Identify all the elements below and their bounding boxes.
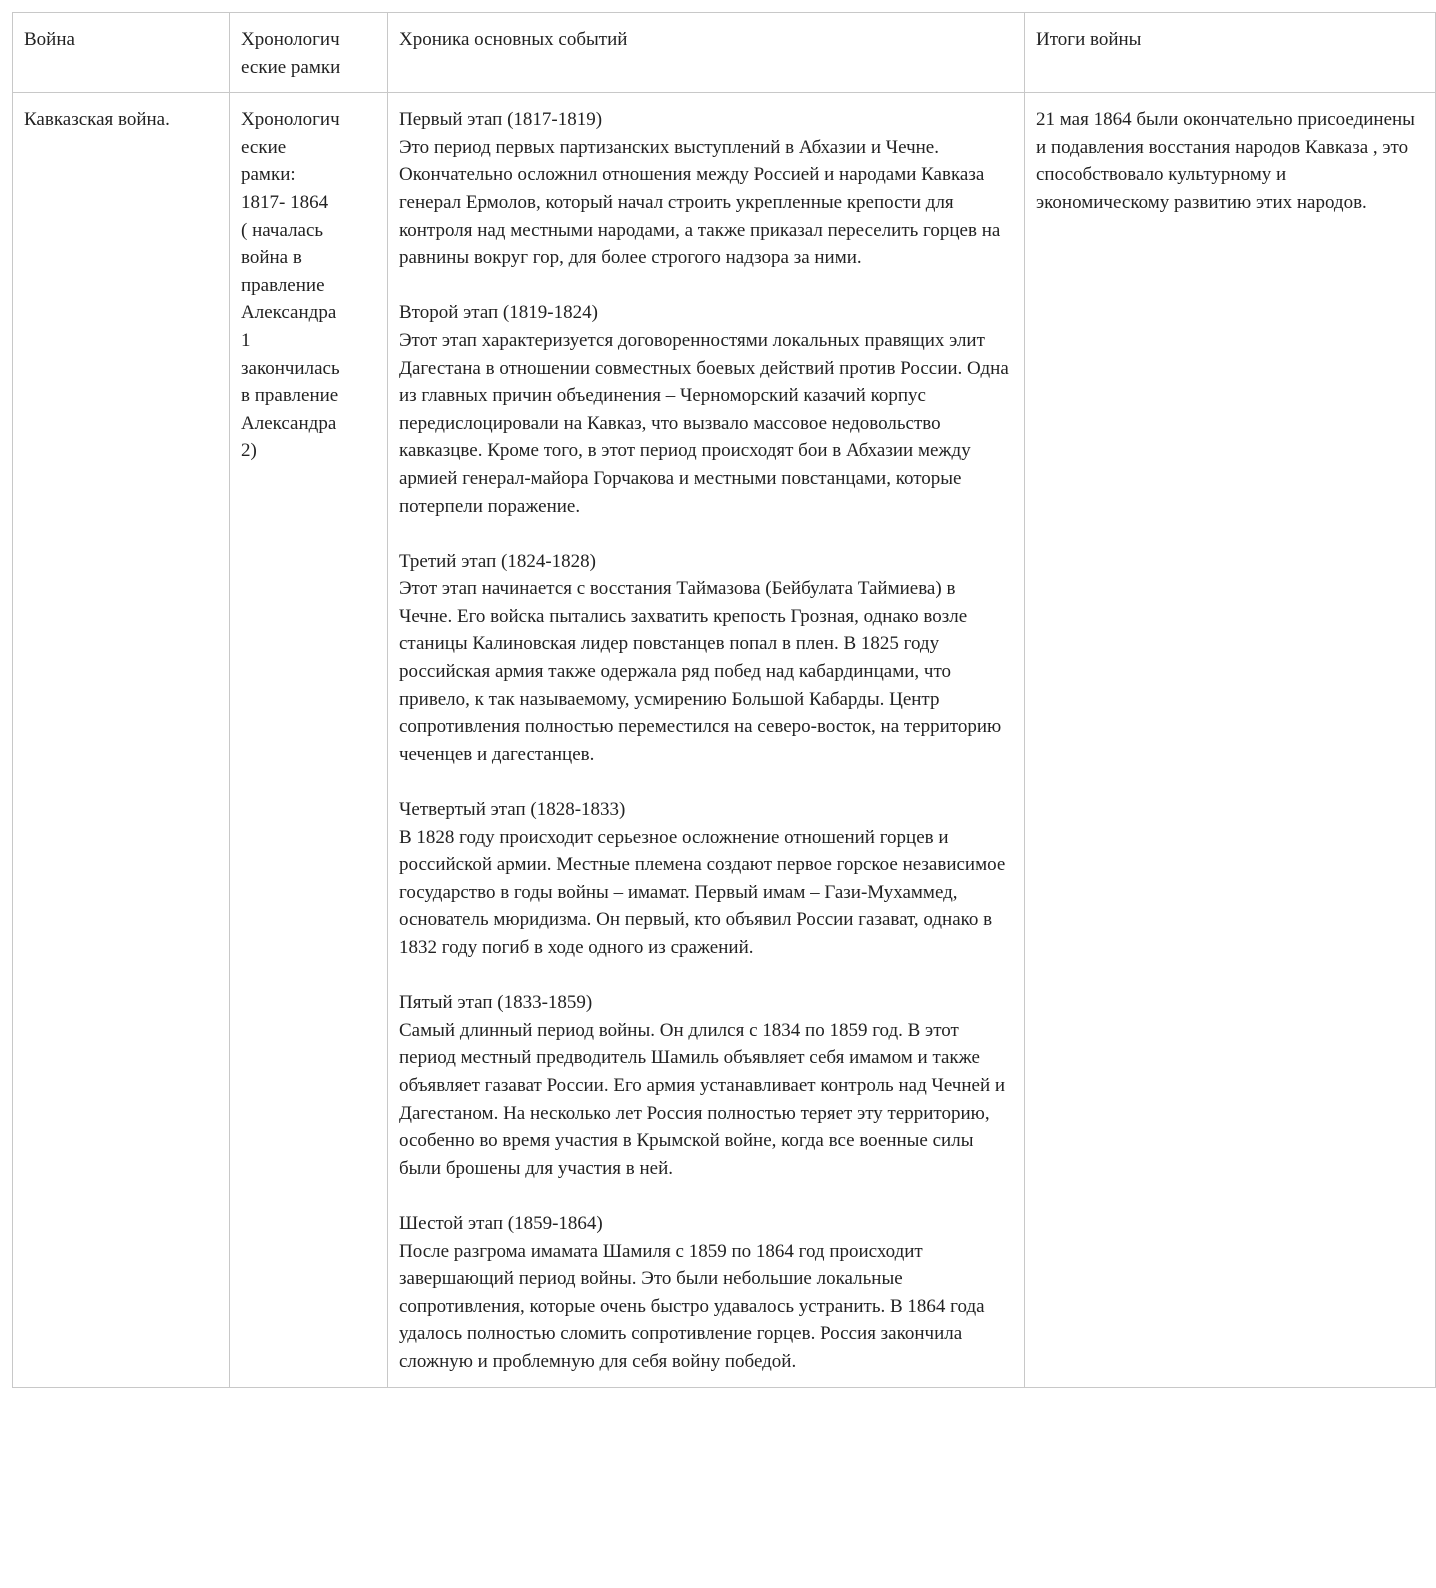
- cell-dates: Хронологич еские рамки: 1817- 1864 ( началась война в правление Александра 1 закончилась в правление Александра 2): [230, 93, 388, 1387]
- stage-title: Первый этап (1817-1819): [399, 109, 603, 131]
- cell-results: 21 мая 1864 были окончательно присоединены и подавления восстания народов Кавказа , это способствовало культурному и экономическому развитию этих народов.: [1025, 93, 1436, 1387]
- stage-title: Третий этап (1824-1828): [399, 550, 596, 572]
- stage-text: Этот этап начинается с восстания Таймазова (Бейбулата Таймиева) в Чечне. Его войска пытались захватить крепость Грозная, однако возле станицы Калиновская лидер повстанцев попал в плен. В 1825 году российская армия также одержала ряд побед над кабардинцами, что привело, к так называемому, усмирению Большой Кабарды. Центр сопротивления полностью переместился на северо-восток, на территорию чеченцев и дагестанцев.: [399, 578, 1002, 765]
- header-dates: Хронологич еские рамки: [230, 13, 388, 93]
- stage-title: Пятый этап (1833-1859): [399, 992, 593, 1014]
- header-war: Война: [13, 13, 230, 93]
- stage-text: Самый длинный период войны. Он длился с 1834 по 1859 год. В этот период местный предводитель Шамиль объявляет себя имамом и также объявляет газават России. Его армия устанавливает контроль над Чечней и Дагестаном. На несколько лет Россия полностью теряет эту территорию, особенно во время участия в Крымской войне, когда все военные силы были брошены для участия в ней.: [399, 1019, 1006, 1179]
- table-header-row: [13, 13, 1436, 93]
- stage-6: [399, 1210, 1013, 1376]
- cell-events: [388, 93, 1025, 1387]
- table-row: [13, 93, 1436, 1387]
- stage-5: [399, 989, 1013, 1182]
- stage-2: [399, 299, 1013, 520]
- history-table: [12, 12, 1436, 1388]
- cell-war: Кавказская война.: [13, 93, 230, 1387]
- stage-title: Второй этап (1819-1824): [399, 302, 598, 324]
- stage-1: [399, 106, 1013, 272]
- stage-text: В 1828 году происходит серьезное осложнение отношений горцев и российской армии. Местные племена создают первое горское независимое государство в годы войны – имамат. Первый имам – Гази-Мухаммед, основатель мюридизма. Он первый, кто объявил России газават, однако в 1832 году погиб в ходе одного из сражений.: [399, 826, 1006, 958]
- header-results: Итоги войны: [1025, 13, 1436, 93]
- stage-text: После разгрома имамата Шамиля с 1859 по 1864 год происходит завершающий период войны. Это были небольшие локальные сопротивления, которые очень быстро удавалось устранить. В 1864 года удалось полностью сломить сопротивление горцев. Россия закончила сложную и проблемную для себя войну победой.: [399, 1240, 985, 1372]
- stage-title: Шестой этап (1859-1864): [399, 1212, 603, 1234]
- header-events: Хроника основных событий: [388, 13, 1025, 93]
- stage-text: Этот этап характеризуется договоренностями локальных правящих элит Дагестана в отношении совместных боевых действий против России. Одна из главных причин объединения – Черноморский казачий корпус передислоцировали на Кавказ, что вызвало массовое недовольство кавказцве. Кроме того, в этот период происходят бои в Абхазии между армией генерал-майора Горчакова и местными повстанцами, которые потерпели поражение.: [399, 329, 1009, 517]
- stage-text: Это период первых партизанских выступлений в Абхазии и Чечне. Окончательно осложнил отношения между Россией и народами Кавказа генерал Ермолов, который начал строить укрепленные крепости для контроля над местными народами, а также приказал переселить горцев на равнины вокруг гор, для более строгого надзора за ними.: [399, 136, 1001, 269]
- stage-3: [399, 548, 1013, 769]
- stage-title: Четвертый этап (1828-1833): [399, 799, 626, 821]
- stage-4: [399, 796, 1013, 962]
